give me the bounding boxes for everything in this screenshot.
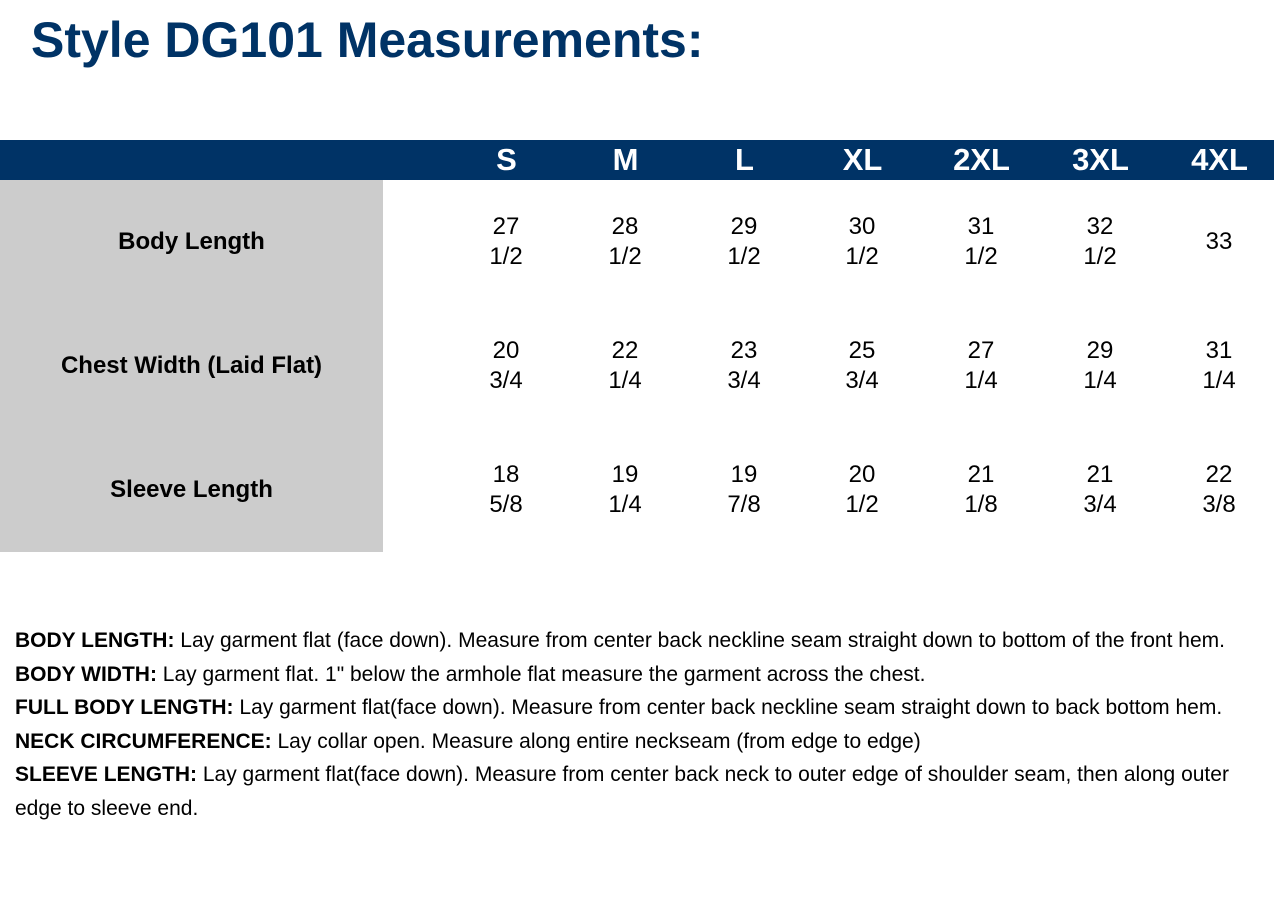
note-full-body-length	[15, 691, 1265, 725]
row-label-sleeve-length: Sleeve Length	[110, 476, 273, 503]
table-cell: 27 1/2	[489, 213, 523, 270]
size-header-s: S	[496, 142, 517, 177]
note-text: Lay garment flat (face down). Measure from center back neckline seam straight down to bottom of the front hem.	[174, 629, 1225, 652]
table-cell: 19 1/4	[608, 461, 642, 518]
note-text: Lay collar open. Measure along entire neckseam (from edge to edge)	[271, 729, 921, 753]
table-cell: 29 1/4	[1083, 337, 1117, 394]
table-cell: 20 3/4	[489, 337, 523, 394]
note-text: Lay garment flat(face down). Measure from center back neck to outer edge of shoulder seam, then along outer edge to sleeve end.	[15, 763, 1229, 820]
note-term: BODY LENGTH:	[15, 629, 175, 652]
table-cell: 32 1/2	[1083, 213, 1117, 270]
note-sleeve-length	[15, 758, 1265, 825]
size-header-xl: XL	[842, 142, 883, 177]
note-term: SLEEVE LENGTH:	[15, 763, 198, 786]
note-body-length	[15, 624, 1265, 658]
size-header-m: M	[612, 142, 639, 177]
page-title: Style DG101 Measurements:	[31, 12, 704, 68]
table-row-body-length	[0, 180, 1274, 304]
table-cell: 20 1/2	[845, 461, 879, 518]
note-body-width	[15, 658, 1265, 692]
table-cell: 22 3/8	[1202, 461, 1236, 518]
table-cell: 33	[1205, 228, 1233, 255]
table-row-sleeve-length	[0, 428, 1274, 552]
table-cell: 21 1/8	[964, 461, 998, 518]
note-neck-circumference	[15, 725, 1265, 759]
table-cell: 31 1/2	[964, 213, 998, 270]
table-cell: 22 1/4	[608, 337, 642, 394]
size-header-2xl: 2XL	[953, 142, 1010, 177]
row-label-body-length: Body Length	[118, 228, 265, 255]
table-cell: 29 1/2	[727, 213, 761, 270]
note-term: NECK CIRCUMFERENCE:	[15, 729, 272, 753]
table-row-chest-width	[0, 304, 1274, 428]
size-header-l: L	[735, 142, 754, 177]
note-text: Lay garment flat(face down). Measure from center back neckline seam straight down to back bottom hem.	[233, 696, 1223, 719]
table-cell: 18 5/8	[489, 461, 523, 518]
table-cell: 31 1/4	[1202, 337, 1236, 394]
note-text: Lay garment flat. 1" below the armhole flat measure the garment across the chest.	[156, 662, 926, 686]
table-cell: 30 1/2	[845, 213, 879, 270]
size-header-4xl: 4XL	[1191, 142, 1248, 177]
note-term: BODY WIDTH:	[15, 662, 157, 686]
table-cell: 23 3/4	[727, 337, 761, 394]
size-header-3xl: 3XL	[1072, 142, 1129, 177]
table-cell: 28 1/2	[608, 213, 642, 270]
note-term: FULL BODY LENGTH:	[15, 696, 234, 719]
table-cell: 19 7/8	[727, 461, 761, 518]
size-header-bar	[0, 140, 1274, 180]
table-cell: 25 3/4	[845, 337, 879, 394]
table-cell: 21 3/4	[1083, 461, 1117, 518]
row-label-chest-width: Chest Width (Laid Flat)	[60, 352, 323, 379]
measurement-instructions	[15, 624, 1265, 825]
table-cell: 27 1/4	[964, 337, 998, 394]
